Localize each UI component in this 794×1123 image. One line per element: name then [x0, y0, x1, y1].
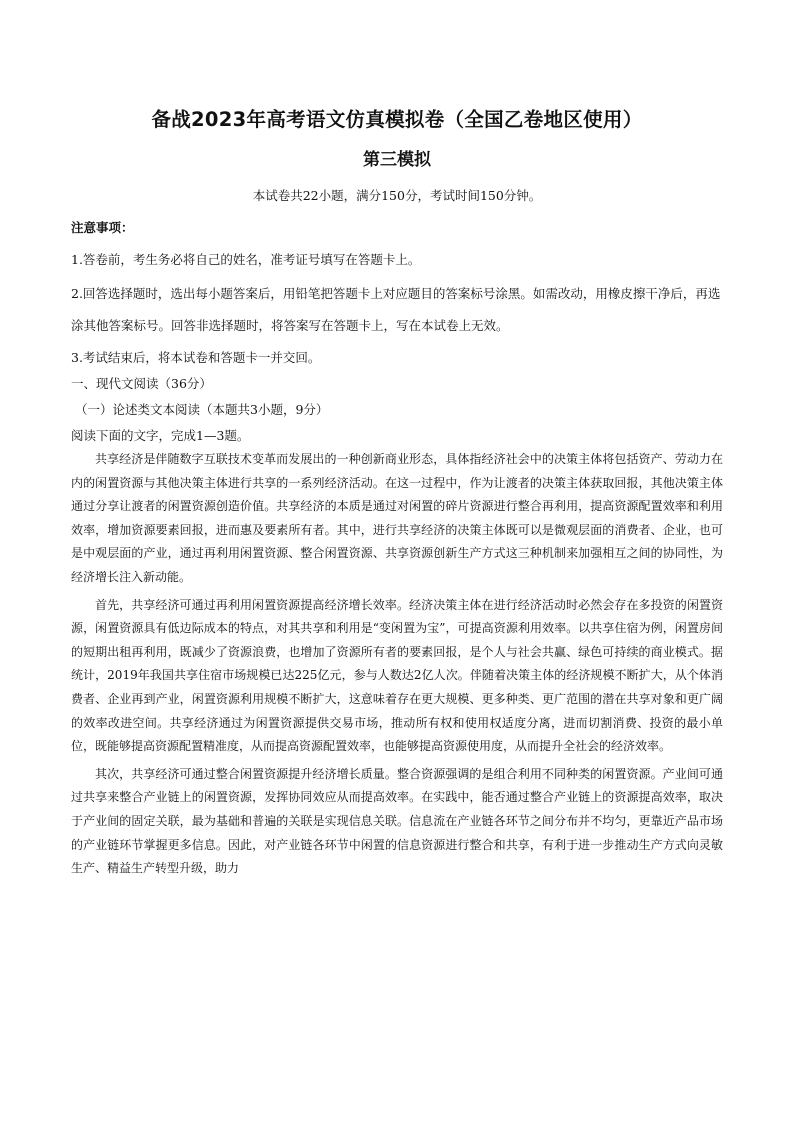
notice-item: 2.回答选择题时，选出每小题答案后，用铅笔把答题卡上对应题目的答案标号涂黑。如需改动，用橡皮擦干净后，再选涂其他答案标号。回答非选择题时，将答案写在答题卡上，写在本试卷上无效。 [71, 286, 721, 333]
exam-subtitle: 第三模拟 [363, 150, 431, 170]
exam-title: 备战2023年高考语文仿真模拟卷（全国乙卷地区使用） [151, 108, 643, 131]
subpart-heading: （一）论述类文本阅读（本题共3小题，9分） [75, 402, 329, 417]
part-heading: 一、现代文阅读（36分） [71, 376, 212, 391]
reading-instruction: 阅读下面的文字，完成1—3题。 [71, 428, 250, 443]
passage-paragraph: 其次，共享经济可通过整合闲置资源提升经济增长质量。整合资源强调的是组合利用不同种类的闲置资源。产业间可通过共享来整合产业链上的闲置资源，发挥协同效应从而提高效率。在实践中，能否通过整合产业链上的资源提高效率，取决于产业间的固定关联，最为基础和普遍的关联是实现信息关联。信息流在产业链各环节之间分布并不均匀，更靠近产品市场的产业链环节掌握更多信息。因此，对产业链各环节中闲置的信息资源进行整合和共享，有利于进一步推动生产方式向灵敏生产、精益生产转型升级，助力 [71, 766, 723, 876]
passage-paragraph: 共享经济是伴随数字互联技术变革而发展出的一种创新商业形态，具体指经济社会中的决策主体将包括资产、劳动力在内的闲置资源与其他决策主体进行共享的一系列经济活动。在这一过程中，作为让渡者的决策主体获取回报，其他决策主体通过分享让渡者的闲置资源创造价值。共享经济的本质是通过对闲置的碎片资源进行整合再利用，提高资源配置效率和利用效率，增加资源要素回报，进而惠及要素所有者。其中，进行共享经济的决策主体既可以是微观层面的消费者、企业，也可是中观层面的产业，通过再利用闲置资源、整合闲置资源、共享资源创新生产方式这三种机制来加强相互之间的协同性，为经济增长注入新动能。 [71, 452, 723, 584]
notice-item: 3.考试结束后，将本试卷和答题卡一并交回。 [71, 350, 321, 365]
notice-item: 1.答卷前，考生务必将自己的姓名，准考证号填写在答题卡上。 [71, 252, 421, 267]
passage-paragraph: 首先，共享经济可通过再利用闲置资源提高经济增长效率。经济决策主体在进行经济活动时必然会存在多投资的闲置资源，闲置资源具有低边际成本的特点，对其共享和利用是“变闲置为宝”，可提高资源利用效率。以共享住宿为例，闲置房间的短期出租再利用，既减少了资源浪费，也增加了资源所有者的要素回报，是个人与社会共赢、绿色可持续的商业模式。据统计，2019年我国共享住宿市场规模已达225亿元，参与人数达2亿人次。伴随着决策主体的经济规模不断扩大，从个体消费者、企业再到产业，闲置资源利用规模不断扩大，这意味着存在更大规模、更多种类、更广范围的潜在共享对象和更广阔的效率改进空间。共享经济通过为闲置资源提供交易市场，推动所有权和使用权适度分离，进而切割消费、投资的最小单位，既能够提高资源配置精准度，从而提高资源配置效率，也能够提高资源使用度，从而提升全社会的经济效率。 [71, 597, 723, 754]
exam-info: 本试卷共22小题，满分150分，考试时间150分钟。 [252, 188, 542, 203]
notice-heading: 注意事项： [71, 220, 134, 235]
exam-body [71, 212, 723, 881]
